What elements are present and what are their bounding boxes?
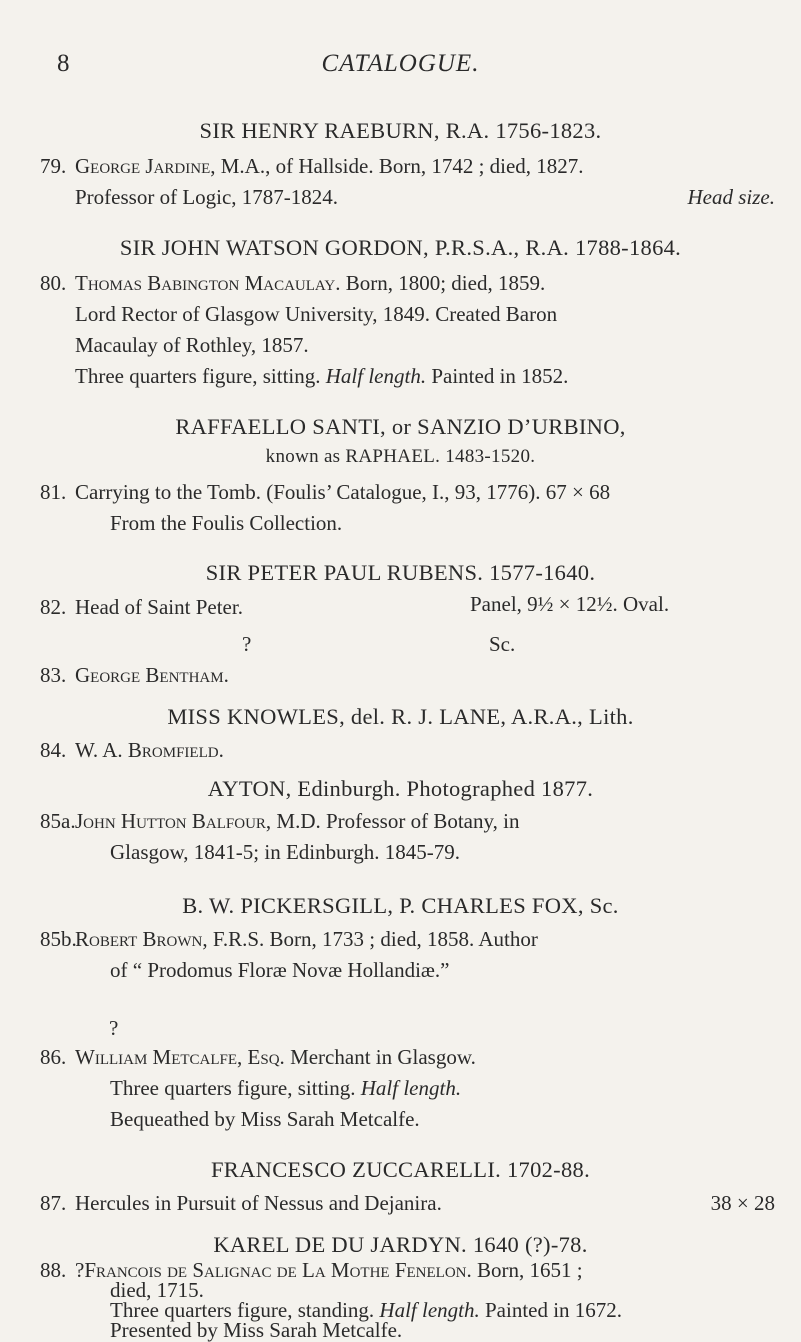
artist-heading-raphael-sub: known as RAPHAEL. 1483-1520.: [265, 446, 536, 467]
sitter-name: John Hutton Balfour, M.D.: [75, 809, 321, 833]
sitter-name: W. A. Bromfield.: [75, 738, 224, 762]
entry-83: [40, 660, 775, 691]
entry-number: 83.: [40, 663, 67, 687]
sitter-name: Robert Brown, F.R.S.: [75, 927, 265, 951]
artist-heading-ayton: AYTON, Edinburgh. Photographed 1877.: [207, 776, 594, 801]
entry-text: of Hallside. Born, 1742 ; died, 1827.: [270, 154, 584, 178]
entry-81: [40, 477, 775, 539]
entry-79: [40, 151, 775, 213]
entry-text: of “ Prodomus Floræ Novæ Hollandiæ.”: [110, 958, 450, 982]
entry-text: Three quarters figure, standing.: [110, 1298, 380, 1322]
entry-number: 85a.: [40, 809, 76, 833]
artist-heading-rubens: SIR PETER PAUL RUBENS. 1577-1640.: [205, 560, 596, 585]
sitter-name: George Bentham.: [75, 663, 229, 687]
entry-number: 85b.: [40, 927, 77, 951]
entry-88: [40, 1258, 775, 1342]
sitter-name: Thomas Babington Macaulay.: [75, 271, 341, 295]
running-head: CATALOGUE.: [321, 50, 480, 77]
entry-number: 80.: [40, 271, 67, 295]
sitter-name: William Metcalfe, Esq.: [75, 1045, 285, 1069]
unknown-artist-mark: ?: [242, 632, 252, 656]
entry-title: Head of Saint Peter.: [75, 595, 243, 619]
page-number: 8: [57, 50, 70, 77]
size-note: Half length.: [379, 1298, 480, 1322]
entry-number: 79.: [40, 154, 67, 178]
entry-text: Presented by Miss Sarah Metcalfe.: [110, 1318, 403, 1342]
entry-text: Three quarters figure, sitting.: [75, 364, 326, 388]
entry-text: From the Foulis Collection.: [110, 511, 343, 535]
entry-title: Hercules in Pursuit of Nessus and Dejanira.: [75, 1191, 442, 1215]
size-note: Half length.: [360, 1076, 462, 1100]
entry-text: Born, 1800; died, 1859.: [340, 271, 546, 295]
entry-text: Professor of Logic, 1787-1824.: [75, 185, 339, 209]
entry-text: Macaulay of Rothley, 1857.: [75, 333, 309, 357]
entry-text: Professor of Botany, in: [320, 809, 520, 833]
size-note: Head size.: [687, 185, 775, 209]
artist-heading-watson-gordon: SIR JOHN WATSON GORDON, P.R.S.A., R.A. 1788-1864.: [119, 235, 682, 260]
entry-85b: [40, 924, 775, 986]
entry-87: [40, 1188, 775, 1219]
entry-number: 86.: [40, 1045, 67, 1069]
entry-text: Merchant in Glasgow.: [284, 1045, 476, 1069]
entry-text: Bequeathed by Miss Sarah Metcalfe.: [110, 1107, 420, 1131]
unknown-artist-mark: ?: [109, 1016, 119, 1040]
entry-text: Painted in 1672.: [479, 1298, 623, 1322]
entry-number: 88.: [40, 1258, 67, 1282]
entry-text: Three quarters figure, sitting.: [110, 1076, 361, 1100]
entry-number: 84.: [40, 738, 67, 762]
entry-86: [40, 1042, 775, 1135]
artist-heading-raeburn: SIR HENRY RAEBURN, R.A. 1756-1823.: [199, 118, 602, 143]
entry-number: 81.: [40, 480, 67, 504]
entry-text: Glasgow, 1841-5; in Edinburgh. 1845-79.: [110, 840, 460, 864]
entry-text: Painted in 1852.: [426, 364, 569, 388]
artist-heading-zuccarelli: FRANCESCO ZUCCARELLI. 1702-88.: [210, 1157, 591, 1182]
sitter-name: ?Francois de Salignac de La Mothe Fenelon.: [75, 1258, 472, 1282]
entry-number: 82.: [40, 595, 67, 619]
entry-text: Lord Rector of Glasgow University, 1849. Created Baron: [75, 302, 558, 326]
engraver-note: Sc.: [489, 632, 516, 656]
sitter-name: George Jardine, M.A.,: [75, 154, 271, 178]
entry-text: Carrying to the Tomb. (Foulis’ Catalogue, I., 93, 1776). 67 × 68: [75, 480, 611, 504]
entry-text: Born, 1733 ; died, 1858. Author: [264, 927, 538, 951]
entry-82: [40, 592, 775, 623]
size-note: Half length.: [325, 364, 427, 388]
size-note: 38 × 28: [710, 1191, 775, 1215]
artist-heading-du-jardyn: KAREL DE DU JARDYN. 1640 (?)-78.: [213, 1232, 588, 1257]
entry-number: 87.: [40, 1191, 67, 1215]
artist-heading-knowles-lane: MISS KNOWLES, del. R. J. LANE, A.R.A., Lith.: [167, 704, 634, 729]
entry-text: died, 1715.: [110, 1278, 204, 1302]
entry-text: Born, 1651 ;: [471, 1258, 583, 1282]
entry-80: [40, 268, 775, 392]
entry-85a: [40, 806, 775, 868]
artist-heading-pickersgill-fox: B. W. PICKERSGILL, P. CHARLES FOX, Sc.: [182, 893, 619, 918]
entry-84: [40, 735, 775, 766]
panel-size: Panel, 9½ × 12½. Oval.: [470, 592, 670, 616]
artist-heading-raphael: RAFFAELLO SANTI, or SANZIO D’URBINO,: [175, 414, 626, 439]
